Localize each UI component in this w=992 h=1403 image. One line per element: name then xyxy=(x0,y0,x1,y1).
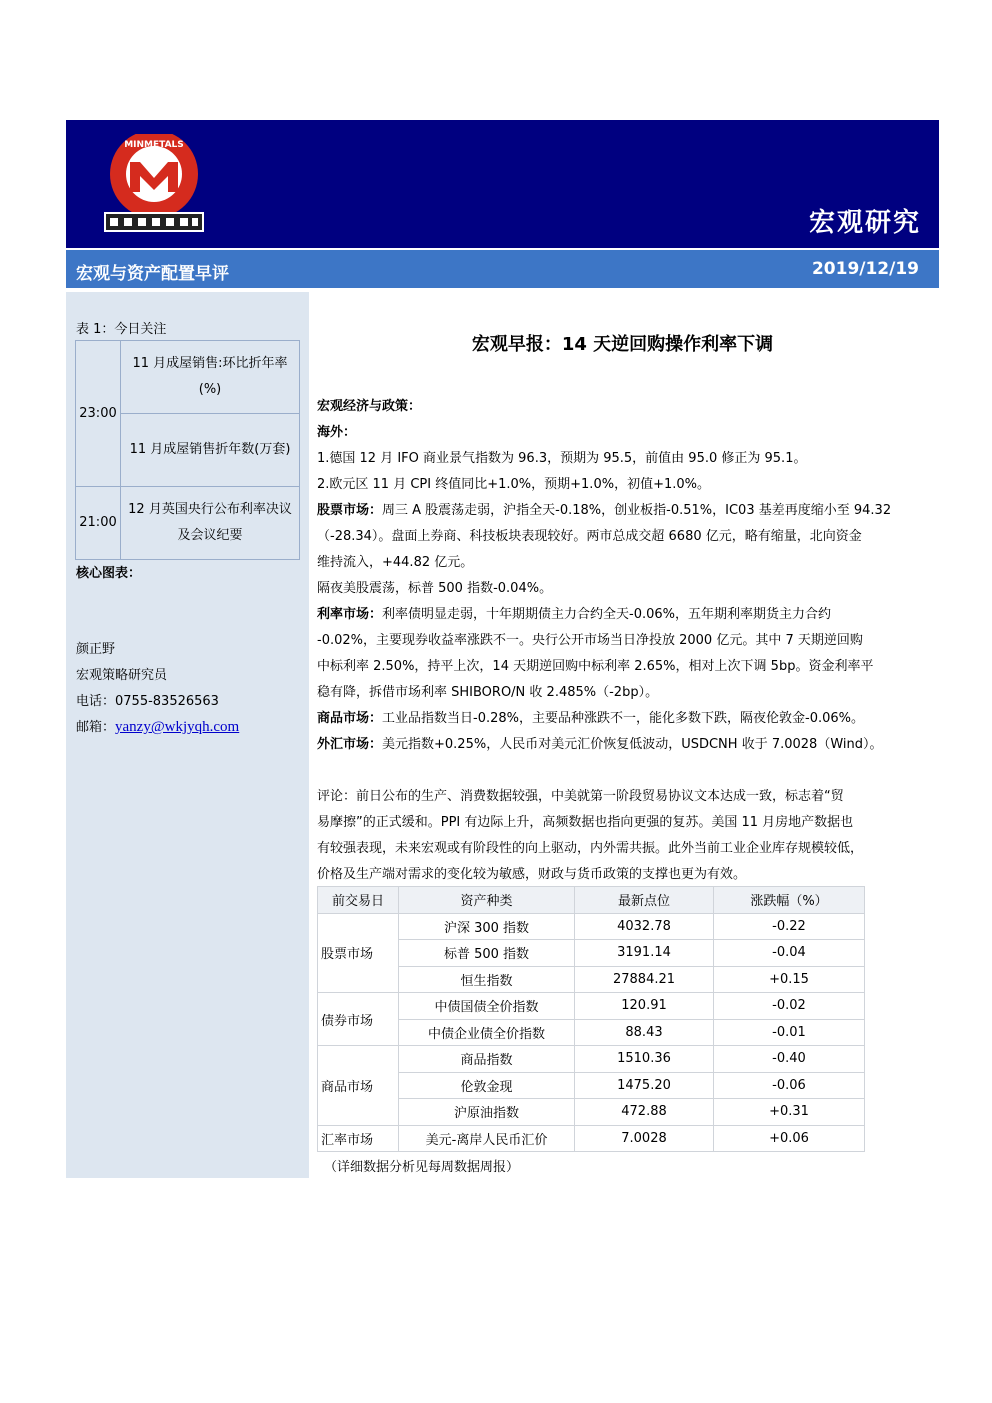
core-chart-label: 核心图表： xyxy=(76,566,142,581)
report-category-title: 宏观研究 xyxy=(808,208,921,238)
table-row xyxy=(318,940,865,967)
asset-name: 恒生指数 xyxy=(399,966,575,993)
author-phone: 电话：0755-83526563 xyxy=(76,694,219,709)
table-row xyxy=(318,913,865,940)
overseas-item: 2.欧元区 11 月 CPI 终值同比+1.0%，预期+1.0%，初值+1.0%。 xyxy=(317,477,710,492)
table-row xyxy=(318,1099,865,1126)
rate-market-label: 利率市场： xyxy=(317,607,383,622)
today-events-table xyxy=(75,340,300,560)
column-header: 前交易日 xyxy=(318,887,399,914)
asset-group: 债券市场 xyxy=(318,993,399,1046)
asset-change: -0.06 xyxy=(714,1072,865,1099)
today-table-caption: 表 1：今日关注 xyxy=(76,322,167,337)
asset-change: -0.04 xyxy=(714,940,865,967)
fx-market-text: 美元指数+0.25%，人民币对美元汇价恢复低波动，USDCNH 收于 7.0028（Wind）。 xyxy=(382,737,883,752)
asset-change: +0.06 xyxy=(714,1125,865,1152)
event-item: 11 月成屋销售折年数(万套) xyxy=(121,414,300,487)
commodity-market-label: 商品市场： xyxy=(317,711,383,726)
author-name: 颜正野 xyxy=(76,642,116,657)
report-date: 2019/12/19 xyxy=(811,259,919,279)
asset-name: 标普 500 指数 xyxy=(399,940,575,967)
asset-group: 商品市场 xyxy=(318,1046,399,1126)
table-note: （详细数据分析见每周数据周报） xyxy=(324,1160,520,1175)
author-email-row xyxy=(76,716,239,736)
stock-market-text: 隔夜美股震荡，标普 500 指数-0.04%。 xyxy=(317,581,553,596)
stock-market-text: （-28.34）。盘面上券商、科技板块表现较好。两市总成交超 6680 亿元，略有缩量，北向资金 xyxy=(317,529,862,544)
column-header: 涨跌幅（%） xyxy=(714,887,865,914)
rate-market-text: 利率债明显走弱，十年期期债主力合约全天-0.06%，五年期利率期货主力合约 xyxy=(382,607,832,622)
comment-text: 价格及生产端对需求的变化较为敏感，财政与货币政策的支撑也更为有效。 xyxy=(317,867,747,882)
section-heading: 宏观经济与政策： xyxy=(317,399,422,414)
report-title: 宏观早报：14 天逆回购操作利率下调 xyxy=(471,334,774,355)
logo-text: MINMETALS xyxy=(124,140,184,150)
asset-group: 股票市场 xyxy=(318,913,399,993)
report-body xyxy=(317,394,932,888)
asset-change: -0.02 xyxy=(714,993,865,1020)
author-role: 宏观策略研究员 xyxy=(76,668,168,683)
asset-level: 4032.78 xyxy=(575,913,714,940)
asset-name: 中债国债全价指数 xyxy=(399,993,575,1020)
email-link[interactable]: yanzy@wkjyqh.com xyxy=(115,719,240,735)
asset-change: +0.15 xyxy=(714,966,865,993)
asset-level: 120.91 xyxy=(575,993,714,1020)
table-row xyxy=(76,341,300,414)
asset-group: 汇率市场 xyxy=(318,1125,399,1152)
asset-level: 7.0028 xyxy=(575,1125,714,1152)
minmetals-logo xyxy=(100,134,208,234)
section-title: 宏观与资产配置早评 xyxy=(76,264,229,284)
commodity-market-text: 工业品指数当日-0.28%，主要品种涨跌不一，能化多数下跌，隔夜伦敦金-0.06%。 xyxy=(382,711,864,726)
asset-level: 88.43 xyxy=(575,1019,714,1046)
market-summary-table xyxy=(317,886,865,1152)
asset-name: 美元-离岸人民币汇价 xyxy=(399,1125,575,1152)
asset-change: -0.01 xyxy=(714,1019,865,1046)
section-bar xyxy=(66,250,939,288)
asset-name: 中债企业债全价指数 xyxy=(399,1019,575,1046)
comment-text: 评论：前日公布的生产、消费数据较强，中美就第一阶段贸易协议文本达成一致，标志着“贸 xyxy=(317,789,844,804)
comment-text: 易摩擦”的正式缓和。PPI 有边际上升，高频数据也指向更强的复苏。美国 11 月房地产数据也 xyxy=(317,815,854,830)
comment-text: 有较强表现，未来宏观或有阶段性的向上驱动，内外需共振。此外当前工业企业库存规模较低， xyxy=(317,841,864,856)
rate-market-text: -0.02%，主要现券收益率涨跌不一。央行公开市场当日净投放 2000 亿元。其中 7 天期逆回购 xyxy=(317,633,863,648)
asset-name: 沪深 300 指数 xyxy=(399,913,575,940)
column-header: 资产种类 xyxy=(399,887,575,914)
asset-level: 1510.36 xyxy=(575,1046,714,1073)
table-row xyxy=(318,1046,865,1073)
overseas-item: 1.德国 12 月 IFO 商业景气指数为 96.3，预期为 95.5，前值由 95.0 修正为 95.1。 xyxy=(317,451,807,466)
asset-level: 1475.20 xyxy=(575,1072,714,1099)
event-time: 23:00 xyxy=(76,341,121,487)
column-header: 最新点位 xyxy=(575,887,714,914)
asset-name: 沪原油指数 xyxy=(399,1099,575,1126)
table-row xyxy=(318,1072,865,1099)
asset-level: 3191.14 xyxy=(575,940,714,967)
event-item: 11 月成屋销售:环比折年率(%) xyxy=(121,341,300,414)
stock-market-text: 维持流入，+44.82 亿元。 xyxy=(317,555,474,570)
email-label: 邮箱： xyxy=(76,720,116,735)
event-item: 12 月英国央行公布利率决议及会议纪要 xyxy=(121,487,300,560)
asset-change: -0.22 xyxy=(714,913,865,940)
overseas-heading: 海外： xyxy=(317,425,357,440)
asset-level: 27884.21 xyxy=(575,966,714,993)
table-header-row xyxy=(318,887,865,914)
table-row xyxy=(318,1019,865,1046)
table-row xyxy=(318,1125,865,1152)
asset-name: 商品指数 xyxy=(399,1046,575,1073)
fx-market-label: 外汇市场： xyxy=(317,737,383,752)
stock-market-text: 周三 A 股震荡走弱，沪指全天-0.18%，创业板指-0.51%，IC03 基差再度缩小至 94.32 xyxy=(382,503,892,518)
asset-change: +0.31 xyxy=(714,1099,865,1126)
table-row xyxy=(318,993,865,1020)
rate-market-text: 稳有降，拆借市场利率 SHIBORO/N 收 2.485%（-2bp）。 xyxy=(317,685,659,700)
asset-level: 472.88 xyxy=(575,1099,714,1126)
rate-market-text: 中标利率 2.50%，持平上次，14 天期逆回购中标利率 2.65%，相对上次下调 5bp。资金利率平 xyxy=(317,659,874,674)
stock-market-label: 股票市场： xyxy=(317,503,383,518)
asset-change: -0.40 xyxy=(714,1046,865,1073)
table-row xyxy=(76,487,300,560)
table-row xyxy=(318,966,865,993)
asset-name: 伦敦金现 xyxy=(399,1072,575,1099)
event-time: 21:00 xyxy=(76,487,121,560)
